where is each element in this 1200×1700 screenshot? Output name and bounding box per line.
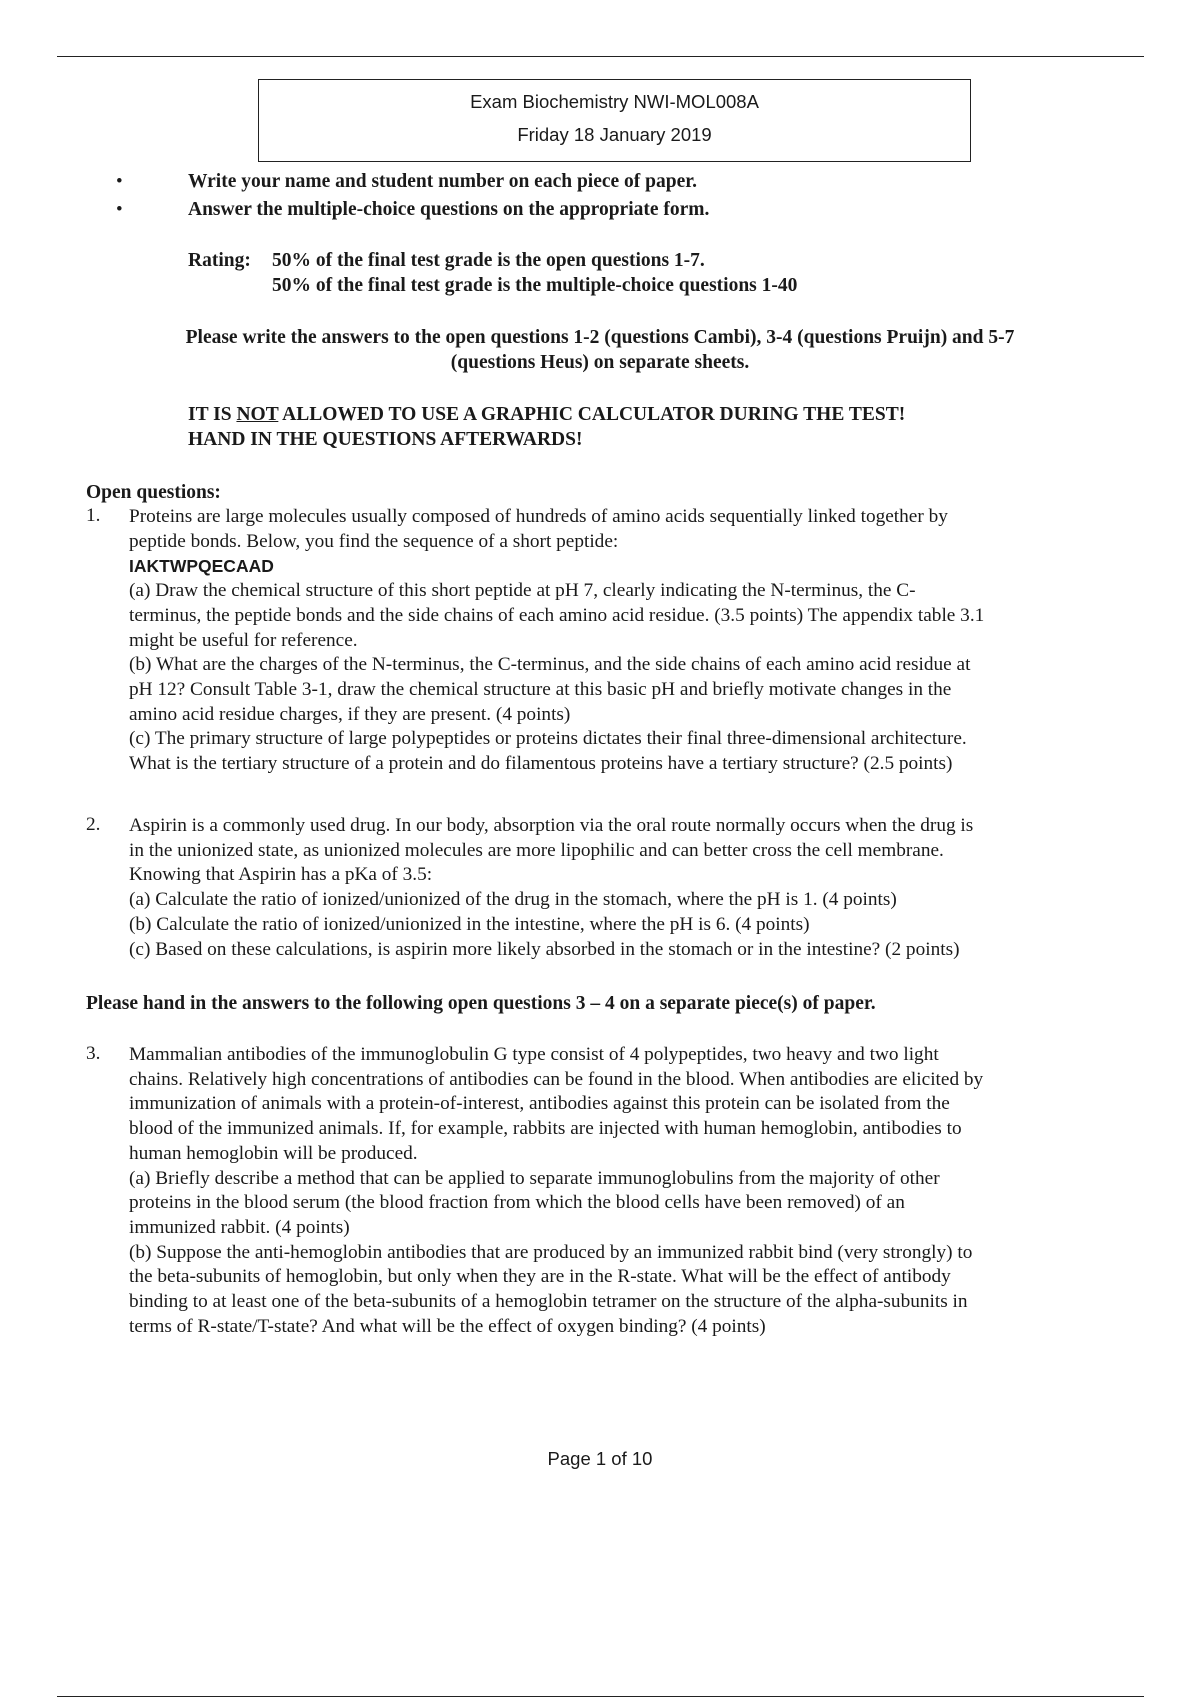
bullet-icon: • xyxy=(116,171,123,192)
separate-sheets-line-1: Please write the answers to the open questions 1-2 (questions Cambi), 3-4 (questions Pruijn) and 5-7 xyxy=(185,327,1015,348)
question-number: 3. xyxy=(86,1043,101,1064)
bullet-icon: • xyxy=(116,199,123,220)
top-rule xyxy=(57,56,1144,57)
peptide-sequence: IAKTWPQECAAD xyxy=(129,556,274,577)
hand-in-warning: HAND IN THE QUESTIONS AFTERWARDS! xyxy=(188,429,583,450)
exam-title: Exam Biochemistry NWI-MOL008A xyxy=(470,91,759,112)
open-questions-heading: Open questions: xyxy=(86,482,221,503)
q3b-line: (b) Suppose the anti-hemoglobin antibodies that are produced by an immunized rabbit bind (very strongly) to xyxy=(129,1241,973,1263)
q3b-line: binding to at least one of the beta-subunits of a hemoglobin tetramer on the structure of the alpha-subunits in xyxy=(129,1291,968,1313)
rating-label: Rating: xyxy=(188,250,251,271)
page-number: Page 1 of 10 xyxy=(547,1448,653,1469)
exam-title-box xyxy=(258,79,971,162)
q3b-line: the beta-subunits of hemoglobin, but only when they are in the R-state. What will be the effect of antibody xyxy=(129,1266,951,1288)
q3a-line: immunized rabbit. (4 points) xyxy=(129,1216,350,1238)
q1-intro-line: Proteins are large molecules usually composed of hundreds of amino acids sequentially linked together by xyxy=(129,506,948,527)
q1a-line: might be useful for reference. xyxy=(129,629,358,651)
q2-intro-line: in the unionized state, as unionized molecules are more lipophilic and can better cross the cell membrane. xyxy=(129,839,944,861)
warning-pre: IT IS xyxy=(188,404,237,425)
rating-line-1: 50% of the final test grade is the open questions 1-7. xyxy=(272,250,705,271)
q1b-line: (b) What are the charges of the N-terminus, the C-terminus, and the side chains of each amino acid residue at xyxy=(129,654,971,676)
calculator-warning xyxy=(188,404,905,426)
question-number: 1. xyxy=(86,505,101,526)
q3-intro-line: chains. Relatively high concentrations of antibodies can be found in the blood. When antibodies are elicited by xyxy=(129,1068,984,1090)
q1b-line: pH 12? Consult Table 3-1, draw the chemical structure at this basic pH and briefly motivate changes in the xyxy=(129,678,952,700)
bottom-rule xyxy=(57,1696,1144,1697)
q3b-line: terms of R-state/T-state? And what will be the effect of oxygen binding? (4 points) xyxy=(129,1315,766,1337)
hand-in-note: Please hand in the answers to the following open questions 3 – 4 on a separate piece(s) of paper. xyxy=(86,993,876,1014)
q1c-line: What is the tertiary structure of a protein and do filamentous proteins have a tertiary structure? (2.5 points) xyxy=(129,753,953,775)
bullet-item: Write your name and student number on each piece of paper. xyxy=(188,171,698,192)
q1a-line: terminus, the peptide bonds and the side chains of each amino acid residue. (3.5 points) The appendix table 3.1 xyxy=(129,604,985,626)
separate-sheets-line-2: (questions Heus) on separate sheets. xyxy=(450,352,750,373)
q1c-line: (c) The primary structure of large polypeptides or proteins dictates their final three-dimensional architecture. xyxy=(129,728,967,750)
q3-intro-line: human hemoglobin will be produced. xyxy=(129,1142,418,1164)
q2c-line: (c) Based on these calculations, is aspirin more likely absorbed in the stomach or in the intestine? (2 points) xyxy=(129,938,960,960)
q1a-line: (a) Draw the chemical structure of this short peptide at pH 7, clearly indicating the N-terminus, the C- xyxy=(129,580,916,602)
warning-post: ALLOWED TO USE A GRAPHIC CALCULATOR DURING THE TEST! xyxy=(278,404,906,425)
q2-intro-line: Knowing that Aspirin has a pKa of 3.5: xyxy=(129,864,433,886)
q1-intro-line: peptide bonds. Below, you find the sequence of a short peptide: xyxy=(129,530,619,552)
q3a-line: (a) Briefly describe a method that can be applied to separate immunoglobulins from the majority of other xyxy=(129,1167,940,1189)
q2-intro-line: Aspirin is a commonly used drug. In our body, absorption via the oral route normally occurs when the drug is xyxy=(129,815,974,836)
q3-intro-line: immunization of animals with a protein-of-interest, antibodies against this protein can be isolated from the xyxy=(129,1093,950,1115)
question-1 xyxy=(129,505,984,777)
q1b-line: amino acid residue charges, if they are present. (4 points) xyxy=(129,703,571,725)
warning-not: NOT xyxy=(236,404,279,425)
rating-line-2: 50% of the final test grade is the multiple-choice questions 1-40 xyxy=(272,275,798,296)
q3-intro-line: Mammalian antibodies of the immunoglobulin G type consist of 4 polypeptides, two heavy and two light xyxy=(129,1044,939,1065)
question-2 xyxy=(129,814,973,962)
exam-date: Friday 18 January 2019 xyxy=(517,124,712,145)
q2b-line: (b) Calculate the ratio of ionized/unionized in the intestine, where the pH is 6. (4 points) xyxy=(129,913,810,935)
q3-intro-line: blood of the immunized animals. If, for example, rabbits are injected with human hemoglobin, antibodies to xyxy=(129,1118,962,1140)
bullet-item: Answer the multiple-choice questions on the appropriate form. xyxy=(188,199,710,220)
q3a-line: proteins in the blood serum (the blood fraction from which the blood cells have been removed) of an xyxy=(129,1192,905,1214)
q2a-line: (a) Calculate the ratio of ionized/unionized of the drug in the stomach, where the pH is 1. (4 points) xyxy=(129,889,897,911)
question-3 xyxy=(129,1043,983,1339)
question-number: 2. xyxy=(86,814,101,835)
